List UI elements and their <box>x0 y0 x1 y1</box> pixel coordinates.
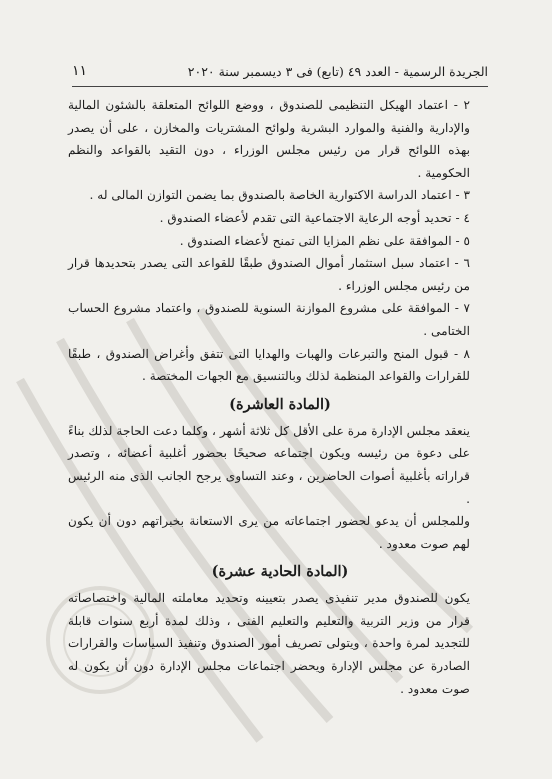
article-10-paragraph-1: ينعقد مجلس الإدارة مرة على الأقل كل ثلاثة أشهر ، وكلما دعت الحاجة لذلك بناءً على دعوة من رئيسه ويكون اجتماعه صحيحًا بحضور أغلبية أعضائه ، وتصدر قراراته بأغلبية أصوات الحاضرين ، وعند التساوى يرجح الجانب الذى منه الرئيس . <box>68 423 470 506</box>
body-text <box>68 94 492 700</box>
page-number: ١١ <box>72 63 88 79</box>
list-item: ٤ - تحديد أوجه الرعاية الاجتماعية التى تقدم لأعضاء الصندوق . <box>159 210 470 225</box>
list-item: ٢ - اعتماد الهيكل التنظيمى للصندوق ، ووضع اللوائح المتعلقة بالشئون المالية والإدارية والفنية والموارد البشرية ولوائح المشتريات والمخازن ، على أن يصدر بهذه اللوائح قرار من رئيس مجلس الوزراء ، دون التقيد بالقواعد والنظم الحكومية . <box>68 98 470 180</box>
header-title: الجريدة الرسمية - العدد ٤٩ (تابع) فى ٣ ديسمبر سنة ٢٠٢٠ <box>187 63 488 79</box>
article-11-heading: (المادة الحادية عشرة) <box>211 563 349 581</box>
list-item: ٦ - اعتماد سبل استثمار أموال الصندوق طبقًا للقواعد التى يصدر بتحديدها قرار من رئيس مجلس الوزراء . <box>68 256 470 293</box>
list-item: ٨ - قبول المنح والتبرعات والهبات والهدايا التى تتفق وأغراض الصندوق ، طبقًا للقرارات والقواعد المنظمة لذلك وبالتنسيق مع الجهات المختصة . <box>68 346 470 384</box>
list-item: ٥ - الموافقة على نظم المزايا التى تمنح لأعضاء الصندوق . <box>179 233 470 248</box>
article-10-heading: (المادة العاشرة) <box>229 395 331 413</box>
list-item: ٧ - الموافقة على مشروع الموازنة السنوية للصندوق ، واعتماد مشروع الحساب الختامى . <box>68 301 470 338</box>
header-divider <box>72 86 488 87</box>
article-11-paragraph-1: يكون للصندوق مدير تنفيذى يصدر بتعيينه وتحديد معاملته المالية واختصاصاته قرار من وزير التربية والتعليم والتعليم الفنى ، وذلك لمدة أربع سنوات قابلة للتجديد لمرة واحدة ، ويتولى تصريف أمور الصندوق وتنفيذ السياسات والقرارات الصادرة عن مجلس الإدارة ويحضر اجتماعات مجلس الإدارة دون أن يكون له صوت معدود . <box>68 591 470 696</box>
list-item: ٣ - اعتماد الدراسة الاكتوارية الخاصة بالصندوق بما يضمن التوازن المالى له . <box>89 188 470 203</box>
article-10-paragraph-2: وللمجلس أن يدعو لحضور اجتماعاته من يرى الاستعانة بخبراتهم دون أن يكون لهم صوت معدود . <box>68 514 470 551</box>
running-header <box>72 60 488 82</box>
